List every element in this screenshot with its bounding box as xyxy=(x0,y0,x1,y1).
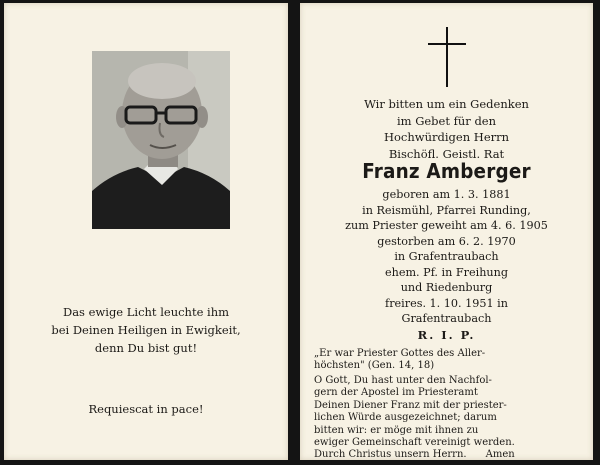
cross-icon xyxy=(428,27,466,87)
prayer-line: gern der Apostel im Priesteramt xyxy=(314,387,478,399)
memorial-card-right xyxy=(300,3,593,460)
verse-line: denn Du bist gut! xyxy=(94,341,198,355)
quote-line: höchsten" (Gen. 14, 18) xyxy=(314,360,435,372)
intro-text xyxy=(300,96,593,162)
bio-line: Grafentraubach xyxy=(401,312,492,325)
prayer-line: Durch Christus unsern Herrn. Amen xyxy=(314,449,515,460)
verse-text xyxy=(4,303,288,357)
biography-text xyxy=(300,187,593,327)
bio-line: ehem. Pf. in Freihung xyxy=(385,265,508,279)
prayer-line: O Gott, Du hast unter den Nachfol- xyxy=(314,375,492,386)
intro-line: Bischöfl. Geistl. Rat xyxy=(388,146,505,161)
intro-line: im Gebet für den xyxy=(396,113,497,128)
prayer-text xyxy=(314,375,582,460)
prayer-line: ewiger Gemeinschaft vereinigt werden. xyxy=(314,437,515,449)
verse-line: Das ewige Licht leuchte ihm xyxy=(62,305,230,319)
prayer-line: lichen Würde ausgezeichnet; darum xyxy=(314,412,497,424)
bio-line: und Riedenburg xyxy=(400,281,493,294)
requiescat-text: Requiescat in pace! xyxy=(88,402,204,416)
intro-line: Hochwürdigen Herrn xyxy=(383,130,510,144)
quote-line: „Er war Priester Gottes des Aller- xyxy=(314,348,486,359)
memorial-card-left xyxy=(4,3,288,460)
bio-line: zum Priester geweiht am 4. 6. 1905 xyxy=(345,219,548,232)
deceased-name: Franz Amberger xyxy=(362,159,531,183)
bio-line: in Reismühl, Pfarrei Runding, xyxy=(362,203,531,217)
intro-line: Wir bitten um ein Gedenken xyxy=(364,97,529,111)
prayer-line: bitten wir: er möge mit ihnen zu xyxy=(314,424,479,436)
bio-line: gestorben am 6. 2. 1970 xyxy=(377,234,516,248)
bio-line: geboren am 1. 3. 1881 xyxy=(382,188,511,201)
portrait-photo xyxy=(92,51,230,229)
prayer-line: Deinen Diener Franz mit der priester- xyxy=(314,399,507,411)
bio-line: freires. 1. 10. 1951 in xyxy=(385,296,508,310)
rip-text: R. I. P. xyxy=(417,328,476,342)
scripture-quote xyxy=(314,348,582,373)
bio-line: in Grafentraubach xyxy=(394,250,499,263)
verse-line: bei Deinen Heiligen in Ewigkeit, xyxy=(51,323,241,337)
